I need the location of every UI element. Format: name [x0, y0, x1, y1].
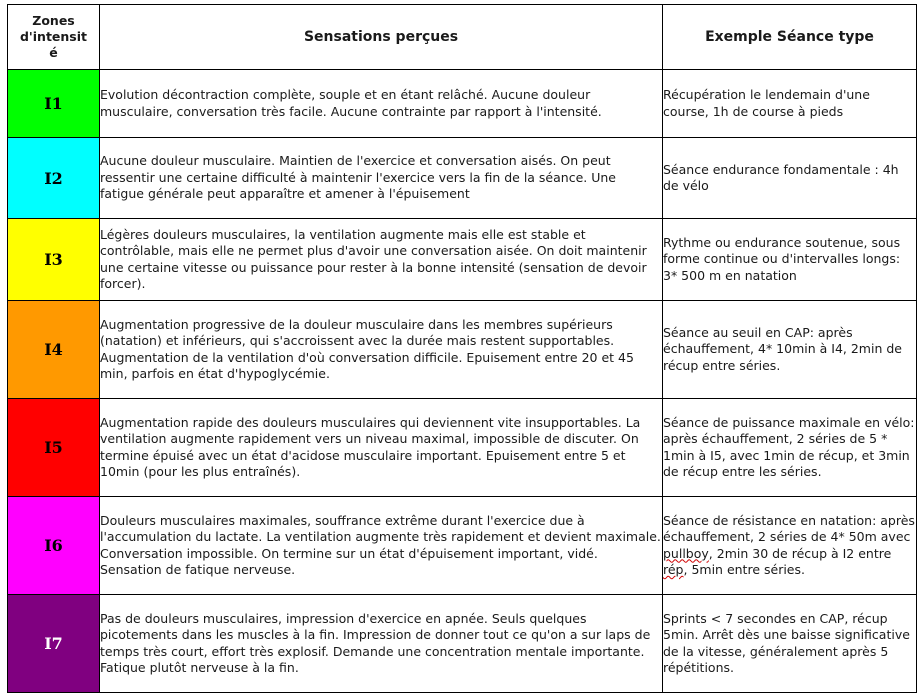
zone-cell: I7 [8, 595, 100, 693]
sensations-cell: Pas de douleurs musculaires, impression d'exercice en apnée. Seuls quelques picotements dans les muscles à la fin. Impression de donner tout ce qu'on a sur laps de temps très court, effort très explosif. Demande une concentration mentale importante. Fatique plutôt nerveuse à la fin. [100, 595, 663, 693]
intensity-zones-table [7, 4, 917, 693]
zone-cell: I1 [8, 70, 100, 138]
sensations-cell: Légères douleurs musculaires, la ventilation augmente mais elle est stable et contrôlable, mais elle ne permet plus d'avoir une conversation aisée. On doit maintenir une certaine vitesse ou puissance pour rester à la bonne intensité (sensation de devoir forcer). [100, 219, 663, 301]
header-example: Exemple Séance type [663, 5, 917, 70]
table-row [8, 219, 917, 301]
example-cell: Sprints < 7 secondes en CAP, récup 5min. Arrêt dès une baisse significative de la vitesse, généralement après 5 répétitions. [663, 595, 917, 693]
table-row [8, 301, 917, 399]
example-text: Séance de résistance en natation: après échauffement, 2 séries de 4* 50m avec [663, 512, 915, 544]
example-cell [663, 497, 917, 595]
sensations-cell: Augmentation rapide des douleurs musculaires qui deviennent vite insupportables. La ventilation augmente rapidement vers un niveau maximal, impossible de discuter. On termine épuisé avec un état d'acidose musculaire important. Epuisement entre 5 et 10min (pour les plus entraînés). [100, 399, 663, 497]
header-zone: Zones d'intensit é [8, 5, 100, 70]
example-cell: Récupération le lendemain d'une course, 1h de course à pieds [663, 70, 917, 138]
table-row [8, 595, 917, 693]
zone-cell: I4 [8, 301, 100, 399]
header-sensations: Sensations perçues [100, 5, 663, 70]
example-text: , 2min 30 de récup à I2 entre [708, 545, 892, 561]
sensations-cell: Evolution décontraction complète, souple et en étant relâché. Aucune douleur musculaire, conversation très facile. Aucune contrainte par rapport à l'intensité. [100, 70, 663, 138]
zone-cell: I2 [8, 138, 100, 219]
example-text: , 5min entre séries. [683, 562, 805, 577]
table-row [8, 138, 917, 219]
zone-cell: I3 [8, 219, 100, 301]
example-cell: Séance au seuil en CAP: après échauffement, 4* 10min à I4, 2min de récup entre séries. [663, 301, 917, 399]
table-row [8, 399, 917, 497]
sensations-cell: Aucune douleur musculaire. Maintien de l'exercice et conversation aisés. On peut ressentir une certaine difficulté à maintenir l'exercice vers la fin de la séance. Une fatigue générale peut apparaître et amener à l'épuisement [100, 138, 663, 219]
sensations-cell: Douleurs musculaires maximales, souffrance extrême durant l'exercice due à l'accumulation du lactate. La ventilation augmente très rapidement et devient maximale. Conversation impossible. On termine sur un état d'épuisement important, vidé. Sensation de fatique nerveuse. [100, 497, 663, 595]
zone-cell: I5 [8, 399, 100, 497]
table-row [8, 497, 917, 595]
example-cell: Rythme ou endurance soutenue, sous forme continue ou d'intervalles longs: 3* 500 m en natation [663, 219, 917, 301]
table-row [8, 70, 917, 138]
spellcheck-word: rép [663, 562, 684, 577]
example-cell: Séance endurance fondamentale : 4h de vélo [663, 138, 917, 219]
header-row [8, 5, 917, 70]
spellcheck-word: pullboy [663, 545, 709, 561]
example-cell: Séance de puissance maximale en vélo: après échauffement, 2 séries de 5 * 1min à I5, avec 1min de récup, et 3min de récup entre les séries. [663, 399, 917, 497]
zone-cell: I6 [8, 497, 100, 595]
sensations-cell: Augmentation progressive de la douleur musculaire dans les membres supérieurs (natation) et inférieurs, qui s'accroissent avec la durée mais restent supportables. Augmentation de la ventilation d'où conversation difficile. Epuisement entre 20 et 45 min, parfois en état d'hypoglycémie. [100, 301, 663, 399]
